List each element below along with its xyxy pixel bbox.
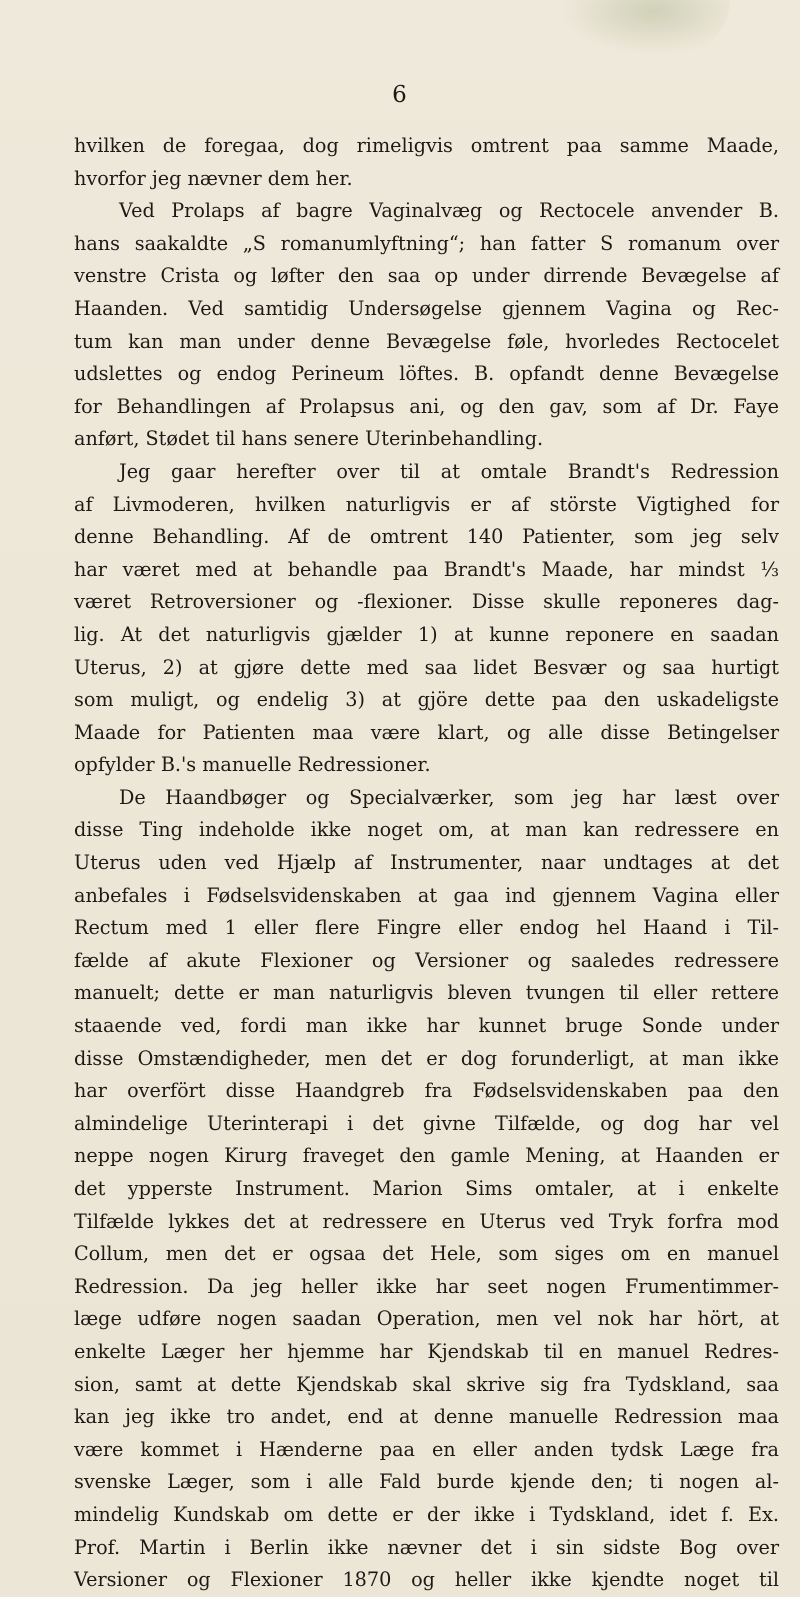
text-line: Uterus, 2) at gjøre dette med saa lidet Besvær og saa hurtigt <box>74 655 779 679</box>
text-line: denne Behandling. Af de omtrent 140 Patienter, som jeg selv <box>74 525 779 549</box>
text-line: kan jeg ikke tro andet, end at denne manuelle Redression maa <box>74 1405 779 1429</box>
text-line: Versioner og Flexioner 1870 og heller ikke kjendte noget til <box>74 1568 779 1592</box>
text-line: staaende ved, fordi man ikke har kunnet bruge Sonde under <box>74 1014 779 1038</box>
text-line: fælde af akute Flexioner og Versioner og saaledes redressere <box>74 948 779 972</box>
text-line: almindelige Uterinterapi i det givne Tilfælde, og dog har vel <box>74 1111 779 1135</box>
text-line: disse Omstændigheder, men det er dog forunderligt, at man ikke <box>74 1046 779 1070</box>
text-line: har været med at behandle paa Brandt's Maade, har mindst ⅓ <box>74 557 779 581</box>
text-line: Jeg gaar herefter over til at omtale Brandt's Redression <box>119 459 779 483</box>
text-line: anbefales i Fødselsvidenskaben at gaa ind gjennem Vagina eller <box>74 883 779 907</box>
text-line: hans saakaldte „S romanumlyftning“; han fatter S romanum over <box>74 231 779 255</box>
body-text <box>74 130 779 1597</box>
text-line: enkelte Læger her hjemme har Kjendskab til en manuel Redres- <box>74 1339 779 1363</box>
text-line: for Behandlingen af Prolapsus ani, og den gav, som af Dr. Faye <box>74 394 779 418</box>
text-line: mindelig Kundskab om dette er der ikke i Tydskland, idet f. Ex. <box>74 1502 779 1526</box>
text-line: Maade for Patienten maa være klart, og alle disse Betingelser <box>74 720 779 744</box>
text-line: Prof. Martin i Berlin ikke nævner det i sin sidste Bog over <box>74 1535 779 1559</box>
text-line: lig. At det naturligvis gjælder 1) at kunne reponere en saadan <box>74 622 779 646</box>
text-line: hvilken de foregaa, dog rimeligvis omtrent paa samme Maade, <box>74 134 779 157</box>
text-line: tum kan man under denne Bevægelse føle, hvorledes Rectocelet <box>74 329 779 353</box>
page-number: 6 <box>392 82 408 108</box>
text-line: været Retroversioner og -flexioner. Disse skulle reponeres dag- <box>74 590 779 614</box>
text-line: hvorfor jeg nævner dem her. <box>74 166 353 190</box>
text-line: opfylder B.'s manuelle Redressioner. <box>74 753 431 777</box>
text-line: Haanden. Ved samtidig Undersøgelse gjennem Vagina og Rec- <box>74 296 779 320</box>
text-line: af Livmoderen, hvilken naturligvis er af störste Vigtighed for <box>74 492 779 516</box>
text-line: udslettes og endog Perineum löftes. B. opfandt denne Bevægelse <box>74 362 779 386</box>
text-line: anført, Stødet til hans senere Uterinbehandling. <box>74 427 544 451</box>
paper-stain <box>560 0 730 55</box>
text-line: sion, samt at dette Kjendskab skal skrive sig fra Tydskland, saa <box>74 1372 779 1396</box>
text-line: det ypperste Instrument. Marion Sims omtaler, at i enkelte <box>74 1177 779 1200</box>
text-line: svenske Læger, som i alle Fald burde kjende den; ti nogen al- <box>74 1470 779 1494</box>
text-line: som muligt, og endelig 3) at gjöre dette paa den uskadeligste <box>74 688 779 712</box>
text-line: Collum, men det er ogsaa det Hele, som siges om en manuel <box>74 1242 779 1266</box>
text-line: Uterus uden ved Hjælp af Instrumenter, naar undtages at det <box>74 851 779 875</box>
text-line: manuelt; dette er man naturligvis bleven tvungen til eller rettere <box>74 981 779 1005</box>
text-line: læge udføre nogen saadan Operation, men vel nok har hört, at <box>74 1307 779 1331</box>
text-line: venstre Crista og løfter den saa op under dirrende Bevægelse af <box>74 264 779 288</box>
text-line: De Haandbøger og Specialværker, som jeg har læst over <box>119 785 779 809</box>
text-line: neppe nogen Kirurg fraveget den gamle Mening, at Haanden er <box>74 1144 779 1168</box>
text-line: Rectum med 1 eller flere Fingre eller endog hel Haand i Til- <box>74 916 779 940</box>
text-line: være kommet i Hænderne paa en eller anden tydsk Læge fra <box>74 1437 779 1461</box>
text-line: Ved Prolaps af bagre Vaginalvæg og Rectocele anvender B. <box>119 199 779 223</box>
text-line: har overfört disse Haandgreb fra Fødselsvidenskaben paa den <box>74 1079 779 1103</box>
text-line: Tilfælde lykkes det at redressere en Uterus ved Tryk forfra mod <box>74 1209 779 1233</box>
text-line: disse Ting indeholde ikke noget om, at man kan redressere en <box>74 818 779 842</box>
text-line: Redression. Da jeg heller ikke har seet nogen Frumentimmer- <box>74 1274 779 1298</box>
